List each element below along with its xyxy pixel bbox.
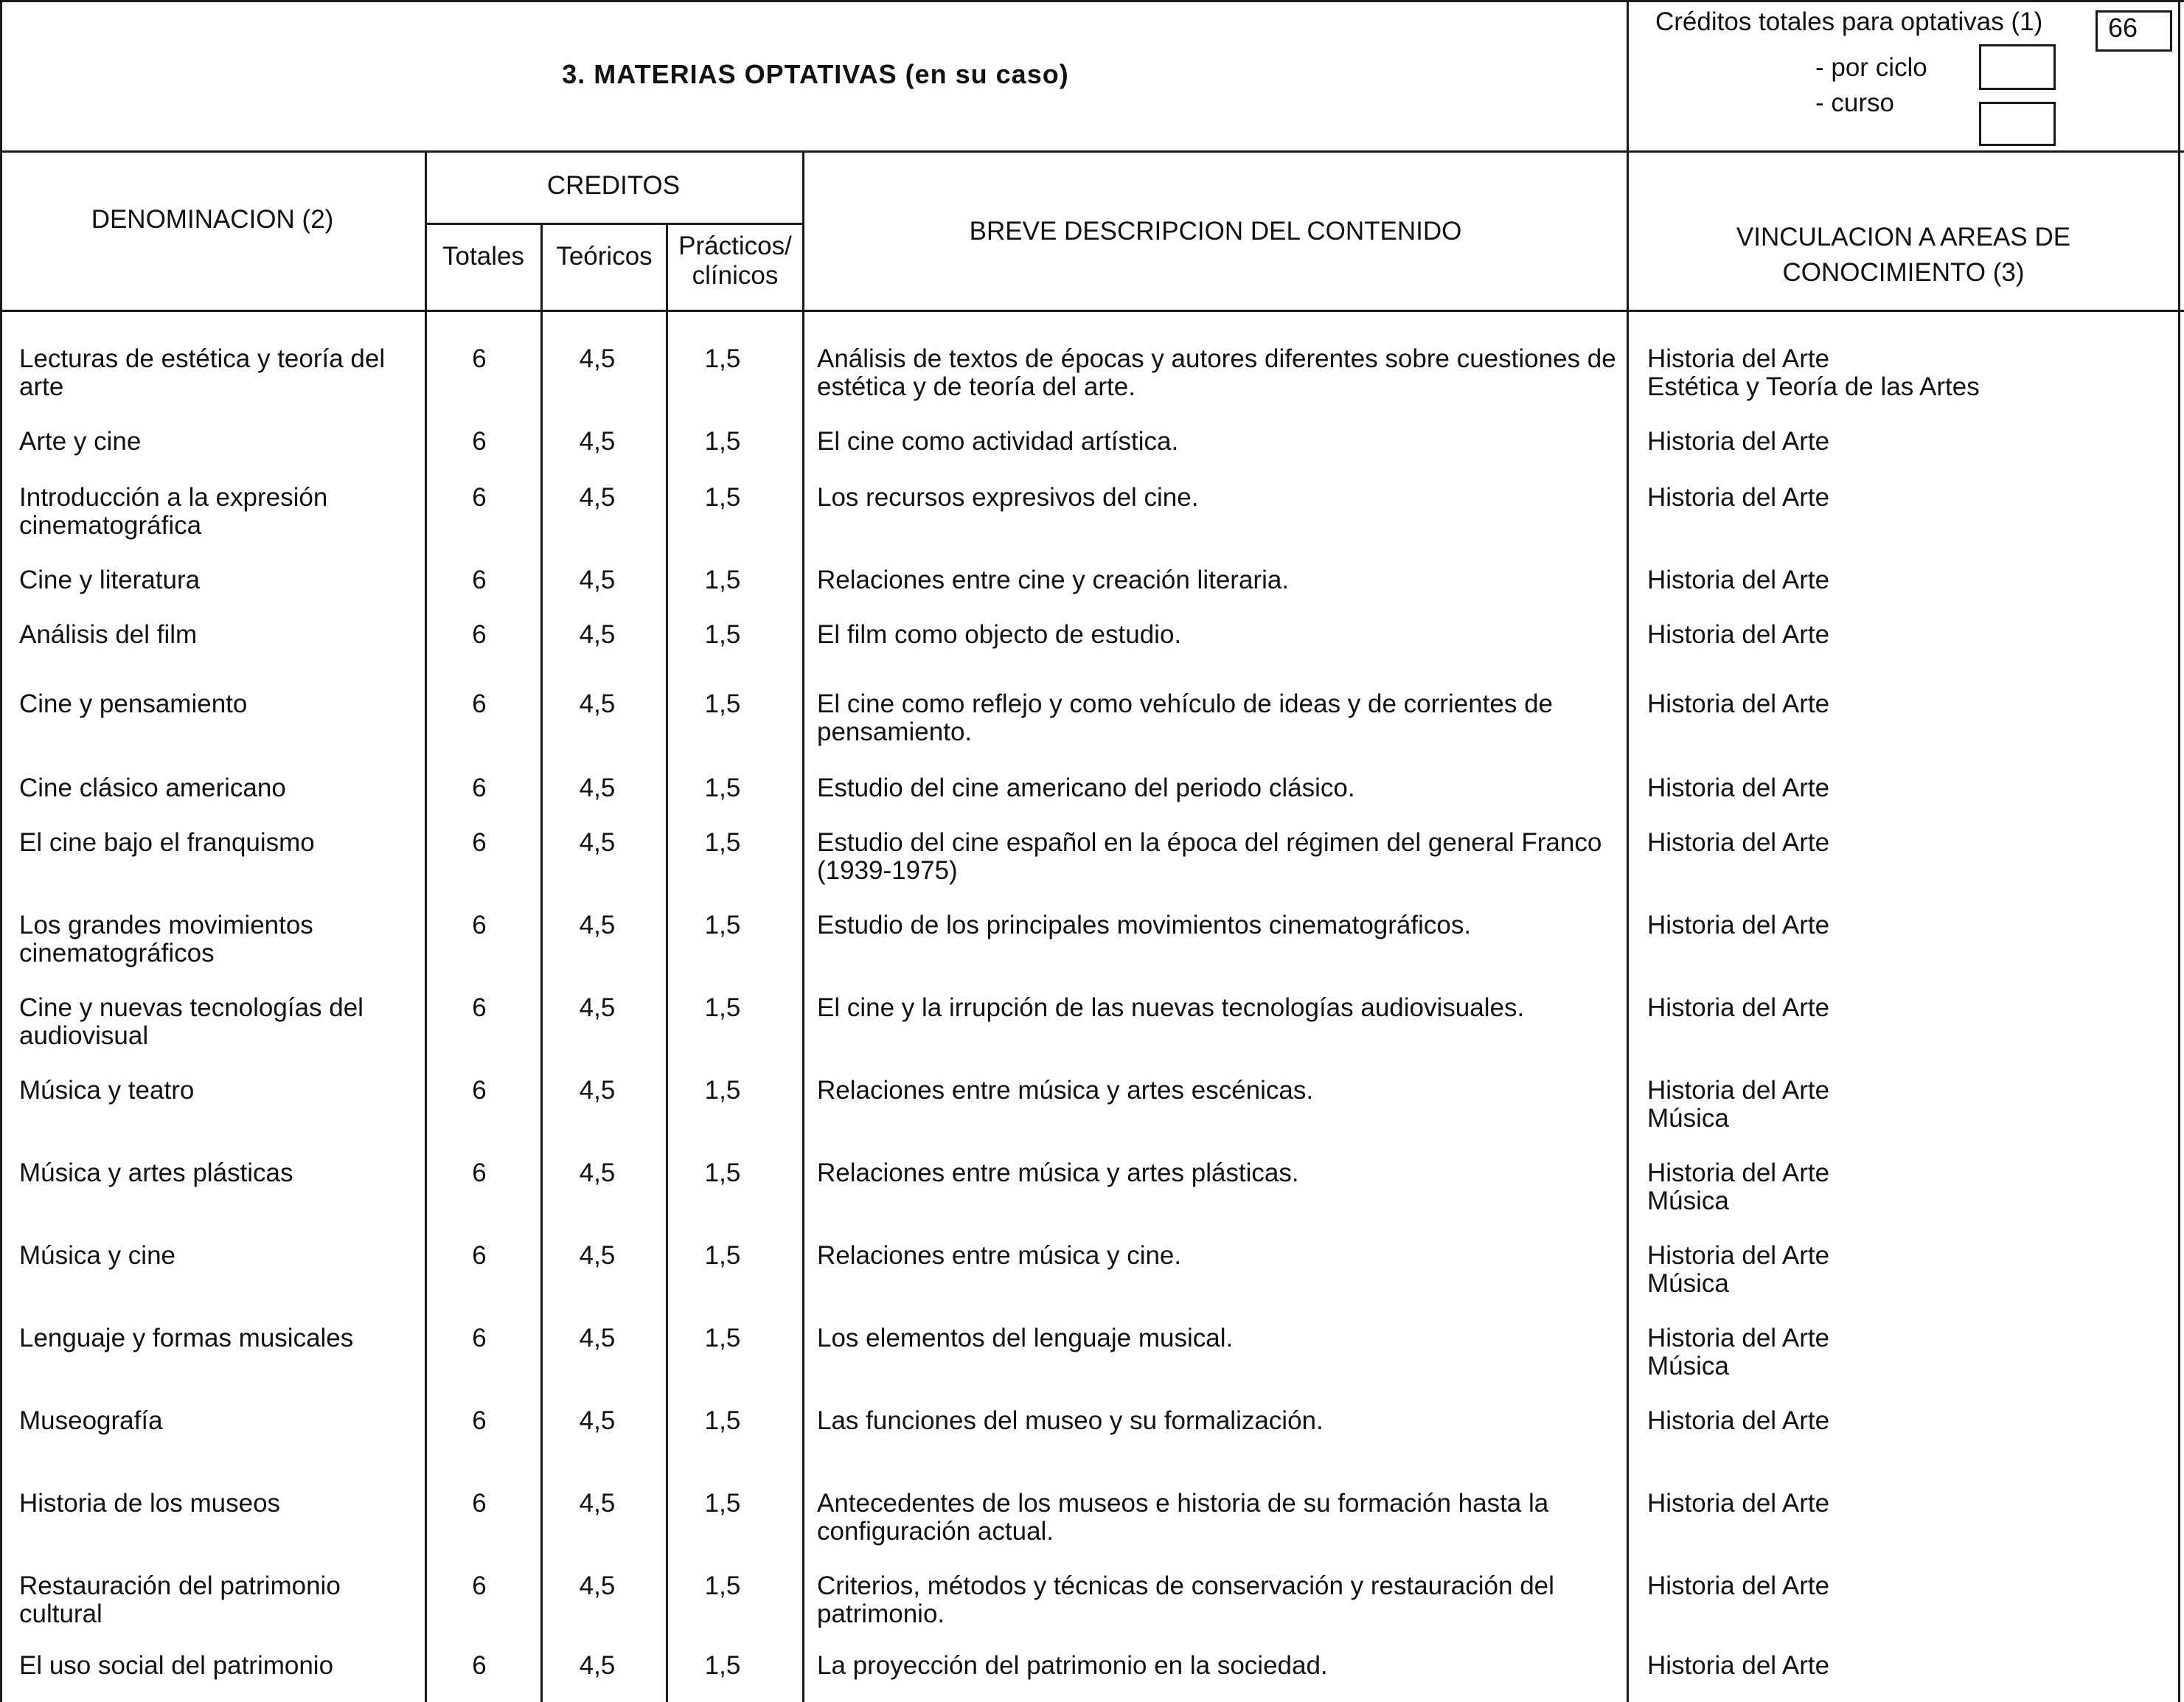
frame-top-border bbox=[0, 0, 2184, 2]
subject-name: Historia de los museos bbox=[19, 1489, 281, 1518]
knowledge-area: Historia del Arte bbox=[1647, 1571, 1830, 1600]
creditos-practicos-cell: 1,5 bbox=[704, 344, 741, 373]
subject-name: Análisis del film bbox=[19, 620, 198, 649]
creditos-teoricos-cell: 4,5 bbox=[579, 344, 616, 373]
creditos-practicos-cell: 1,5 bbox=[704, 1406, 741, 1435]
creditos-practicos-cell: 1,5 bbox=[704, 911, 741, 939]
creditos-practicos-cell: 1,5 bbox=[704, 483, 741, 512]
subject-name: Música y teatro bbox=[19, 1076, 195, 1105]
creditos-practicos-cell: 1,5 bbox=[704, 1651, 741, 1680]
knowledge-area-cell bbox=[1647, 994, 2163, 1022]
creditos-totales-label: Créditos totales para optativas (1) bbox=[1655, 7, 2043, 36]
creditos-practicos-cell: 1,5 bbox=[704, 1489, 741, 1518]
creditos-teoricos-cell: 4,5 bbox=[579, 1489, 616, 1518]
knowledge-area-cell bbox=[1647, 1242, 2163, 1298]
knowledge-area: Historia del Arte bbox=[1647, 1406, 1830, 1435]
column-heading-practicos-line1: Prácticos/ bbox=[678, 232, 792, 260]
knowledge-area: Historia del Arte bbox=[1647, 1324, 1830, 1352]
por-ciclo-box[interactable] bbox=[1979, 44, 2056, 90]
subject-name: Cine y literatura bbox=[19, 566, 201, 594]
curso-box[interactable] bbox=[1979, 102, 2056, 146]
creditos-teoricos-cell: 4,5 bbox=[579, 774, 616, 802]
creditos-teoricos-cell: 4,5 bbox=[579, 993, 616, 1022]
creditos-teoricos-cell: 4,5 bbox=[579, 911, 616, 939]
column-heading-descripcion: BREVE DESCRIPCION DEL CONTENIDO bbox=[969, 217, 1462, 246]
frame-left-border bbox=[0, 0, 2, 1702]
knowledge-area: Historia del Arte bbox=[1647, 483, 1830, 512]
content-description: Estudio del cine americano del periodo clásico. bbox=[817, 774, 1355, 802]
knowledge-area: Historia del Arte bbox=[1647, 828, 1830, 857]
creditos-practicos-cell: 1,5 bbox=[704, 427, 741, 456]
subject-name: El uso social del patrimonio bbox=[19, 1651, 334, 1680]
subject-name: Lecturas de estética y teoría del arte bbox=[19, 344, 386, 401]
knowledge-area: Historia del Arte bbox=[1647, 1159, 1830, 1187]
knowledge-area-cell bbox=[1647, 428, 2163, 456]
creditos-totales-cell: 6 bbox=[472, 1159, 487, 1187]
creditos-totales-cell: 6 bbox=[472, 1241, 487, 1270]
creditos-teoricos-cell: 4,5 bbox=[579, 1571, 616, 1600]
creditos-teoricos-cell: 4,5 bbox=[579, 1651, 616, 1680]
knowledge-area-cell bbox=[1647, 1077, 2163, 1133]
subject-name: Los grandes movimientos cinematográficos bbox=[19, 911, 313, 968]
knowledge-area: Historia del Arte bbox=[1647, 344, 1830, 373]
column-heading-practicos-line2: clínicos bbox=[692, 261, 779, 290]
creditos-teoricos-cell: 4,5 bbox=[579, 1076, 616, 1105]
content-description: El cine y la irrupción de las nuevas tecnologías audiovisuales. bbox=[817, 993, 1525, 1022]
content-description: Antecedentes de los museos e historia de su formación hasta la configuración actual. bbox=[817, 1489, 1549, 1546]
knowledge-area-cell bbox=[1647, 911, 2163, 939]
creditos-totales-cell: 6 bbox=[472, 620, 487, 649]
content-description: Estudio del cine español en la época del régimen del general Franco (1939-1975) bbox=[817, 828, 1602, 885]
creditos-teoricos-cell: 4,5 bbox=[579, 690, 616, 718]
subject-name: Cine clásico americano bbox=[19, 774, 286, 802]
curso-label: - curso bbox=[1815, 88, 1894, 117]
knowledge-area: Historia del Arte bbox=[1647, 1489, 1830, 1518]
por-ciclo-label: - por ciclo bbox=[1815, 53, 1927, 82]
creditos-totales-cell: 6 bbox=[472, 1406, 487, 1435]
creditos-totales-cell: 6 bbox=[472, 690, 487, 718]
column-heading-totales: Totales bbox=[442, 242, 524, 271]
creditos-teoricos-cell: 4,5 bbox=[579, 1406, 616, 1435]
content-description: El cine como actividad artística. bbox=[817, 427, 1179, 456]
frame-creditos-divider bbox=[425, 223, 802, 225]
knowledge-area: Historia del Arte bbox=[1647, 620, 1830, 649]
creditos-practicos-cell: 1,5 bbox=[704, 1159, 741, 1187]
knowledge-area-cell bbox=[1647, 774, 2163, 802]
creditos-practicos-cell: 1,5 bbox=[704, 690, 741, 718]
column-heading-vinculacion bbox=[1629, 220, 2178, 291]
knowledge-area-cell bbox=[1647, 345, 2163, 401]
creditos-teoricos-cell: 4,5 bbox=[579, 1241, 616, 1270]
creditos-totales-value: 66 bbox=[2108, 13, 2138, 43]
content-description: El film como objecto de estudio. bbox=[817, 620, 1182, 649]
creditos-totales-cell: 6 bbox=[472, 1324, 487, 1352]
knowledge-area: Historia del Arte bbox=[1647, 1651, 1830, 1680]
creditos-totales-cell: 6 bbox=[472, 774, 487, 802]
creditos-teoricos-cell: 4,5 bbox=[579, 1159, 616, 1187]
frame-right-border bbox=[2178, 0, 2180, 1702]
content-description: Relaciones entre cine y creación literaria. bbox=[817, 566, 1290, 594]
creditos-totales-cell: 6 bbox=[472, 993, 487, 1022]
content-description: Relaciones entre música y cine. bbox=[817, 1241, 1182, 1270]
column-heading-creditos: CREDITOS bbox=[546, 171, 681, 200]
knowledge-area-cell bbox=[1647, 1490, 2163, 1518]
knowledge-area: Historia del Arte bbox=[1647, 566, 1830, 594]
section-title: 3. MATERIAS OPTATIVAS (en su caso) bbox=[562, 59, 1069, 89]
subject-name: Introducción a la expresión cinematográfica bbox=[19, 483, 328, 540]
column-heading-practicos bbox=[668, 232, 802, 291]
creditos-totales-cell: 6 bbox=[472, 828, 487, 857]
subject-name: Restauración del patrimonio cultural bbox=[19, 1571, 341, 1628]
knowledge-area-cell bbox=[1647, 1572, 2163, 1600]
subject-name: El cine bajo el franquismo bbox=[19, 828, 315, 857]
creditos-practicos-cell: 1,5 bbox=[704, 620, 741, 649]
creditos-practicos-cell: 1,5 bbox=[704, 828, 741, 857]
creditos-practicos-cell: 1,5 bbox=[704, 1324, 741, 1352]
content-description: El cine como reflejo y como vehículo de ideas y de corrientes de pensamiento. bbox=[817, 690, 1554, 746]
knowledge-area-cell bbox=[1647, 566, 2163, 594]
column-heading-teoricos: Teóricos bbox=[556, 242, 653, 271]
subject-name: Música y artes plásticas bbox=[19, 1159, 293, 1187]
knowledge-area: Historia del Arte bbox=[1647, 1076, 1830, 1105]
knowledge-area-cell bbox=[1647, 829, 2163, 857]
subject-name: Lenguaje y formas musicales bbox=[19, 1324, 354, 1352]
column-heading-vinculacion-line2: CONOCIMIENTO (3) bbox=[1782, 258, 2025, 287]
content-description: Los elementos del lenguaje musical. bbox=[817, 1324, 1234, 1352]
knowledge-area: Música bbox=[1647, 1269, 1729, 1298]
creditos-practicos-cell: 1,5 bbox=[704, 1076, 741, 1105]
subject-name: Arte y cine bbox=[19, 427, 142, 456]
subject-name: Cine y nuevas tecnologías del audiovisual bbox=[19, 993, 364, 1050]
column-heading-vinculacion-line1: VINCULACION A AREAS DE bbox=[1736, 223, 2071, 251]
creditos-totales-box[interactable] bbox=[2096, 10, 2172, 52]
knowledge-area: Música bbox=[1647, 1104, 1729, 1133]
knowledge-area-cell bbox=[1647, 690, 2163, 718]
creditos-totales-cell: 6 bbox=[472, 1651, 487, 1680]
knowledge-area-cell bbox=[1647, 1324, 2163, 1380]
content-description: Análisis de textos de épocas y autores diferentes sobre cuestiones de estética y de teoría del arte. bbox=[817, 344, 1616, 401]
creditos-practicos-cell: 1,5 bbox=[704, 993, 741, 1022]
knowledge-area: Música bbox=[1647, 1352, 1729, 1380]
knowledge-area-cell bbox=[1647, 484, 2163, 512]
knowledge-area-cell bbox=[1647, 1652, 2163, 1680]
creditos-teoricos-cell: 4,5 bbox=[579, 1324, 616, 1352]
creditos-practicos-cell: 1,5 bbox=[704, 1571, 741, 1600]
knowledge-area: Historia del Arte bbox=[1647, 774, 1830, 802]
subject-name: Cine y pensamiento bbox=[19, 690, 248, 718]
frame-colhead-divider bbox=[0, 310, 2184, 312]
knowledge-area-cell bbox=[1647, 1159, 2163, 1215]
creditos-teoricos-cell: 4,5 bbox=[579, 828, 616, 857]
knowledge-area: Historia del Arte bbox=[1647, 427, 1830, 456]
creditos-totales-cell: 6 bbox=[472, 344, 487, 373]
creditos-teoricos-cell: 4,5 bbox=[579, 427, 616, 456]
knowledge-area: Música bbox=[1647, 1187, 1729, 1215]
creditos-teoricos-cell: 4,5 bbox=[579, 566, 616, 594]
creditos-totales-cell: 6 bbox=[472, 911, 487, 939]
frame-header-divider bbox=[0, 150, 2184, 153]
creditos-totales-cell: 6 bbox=[472, 1076, 487, 1105]
content-description: Estudio de los principales movimientos cinematográficos. bbox=[817, 911, 1472, 939]
content-description: Relaciones entre música y artes escénicas. bbox=[817, 1076, 1314, 1105]
content-description: La proyección del patrimonio en la sociedad. bbox=[817, 1651, 1328, 1680]
creditos-teoricos-cell: 4,5 bbox=[579, 620, 616, 649]
column-heading-denominacion: DENOMINACION (2) bbox=[91, 205, 334, 234]
creditos-practicos-cell: 1,5 bbox=[704, 774, 741, 802]
knowledge-area: Historia del Arte bbox=[1647, 690, 1830, 718]
content-description: Criterios, métodos y técnicas de conservación y restauración del patrimonio. bbox=[817, 1571, 1554, 1628]
creditos-totales-cell: 6 bbox=[472, 1489, 487, 1518]
knowledge-area-cell bbox=[1647, 1407, 2163, 1435]
creditos-practicos-cell: 1,5 bbox=[704, 566, 741, 594]
knowledge-area: Estética y Teoría de las Artes bbox=[1647, 372, 1980, 401]
content-description: Los recursos expresivos del cine. bbox=[817, 483, 1199, 512]
content-description: Las funciones del museo y su formalización. bbox=[817, 1406, 1324, 1435]
creditos-totales-cell: 6 bbox=[472, 1571, 487, 1600]
frame-col-divider-practicos bbox=[802, 150, 804, 1702]
creditos-totales-cell: 6 bbox=[472, 566, 487, 594]
creditos-practicos-cell: 1,5 bbox=[704, 1241, 741, 1270]
knowledge-area-cell bbox=[1647, 621, 2163, 649]
subject-name: Música y cine bbox=[19, 1241, 176, 1270]
creditos-totales-cell: 6 bbox=[472, 427, 487, 456]
content-description: Relaciones entre música y artes plásticas. bbox=[817, 1159, 1299, 1187]
creditos-teoricos-cell: 4,5 bbox=[579, 483, 616, 512]
knowledge-area: Historia del Arte bbox=[1647, 993, 1830, 1022]
creditos-totales-cell: 6 bbox=[472, 483, 487, 512]
knowledge-area: Historia del Arte bbox=[1647, 1241, 1830, 1270]
knowledge-area: Historia del Arte bbox=[1647, 911, 1830, 939]
subject-name: Museografía bbox=[19, 1406, 163, 1435]
